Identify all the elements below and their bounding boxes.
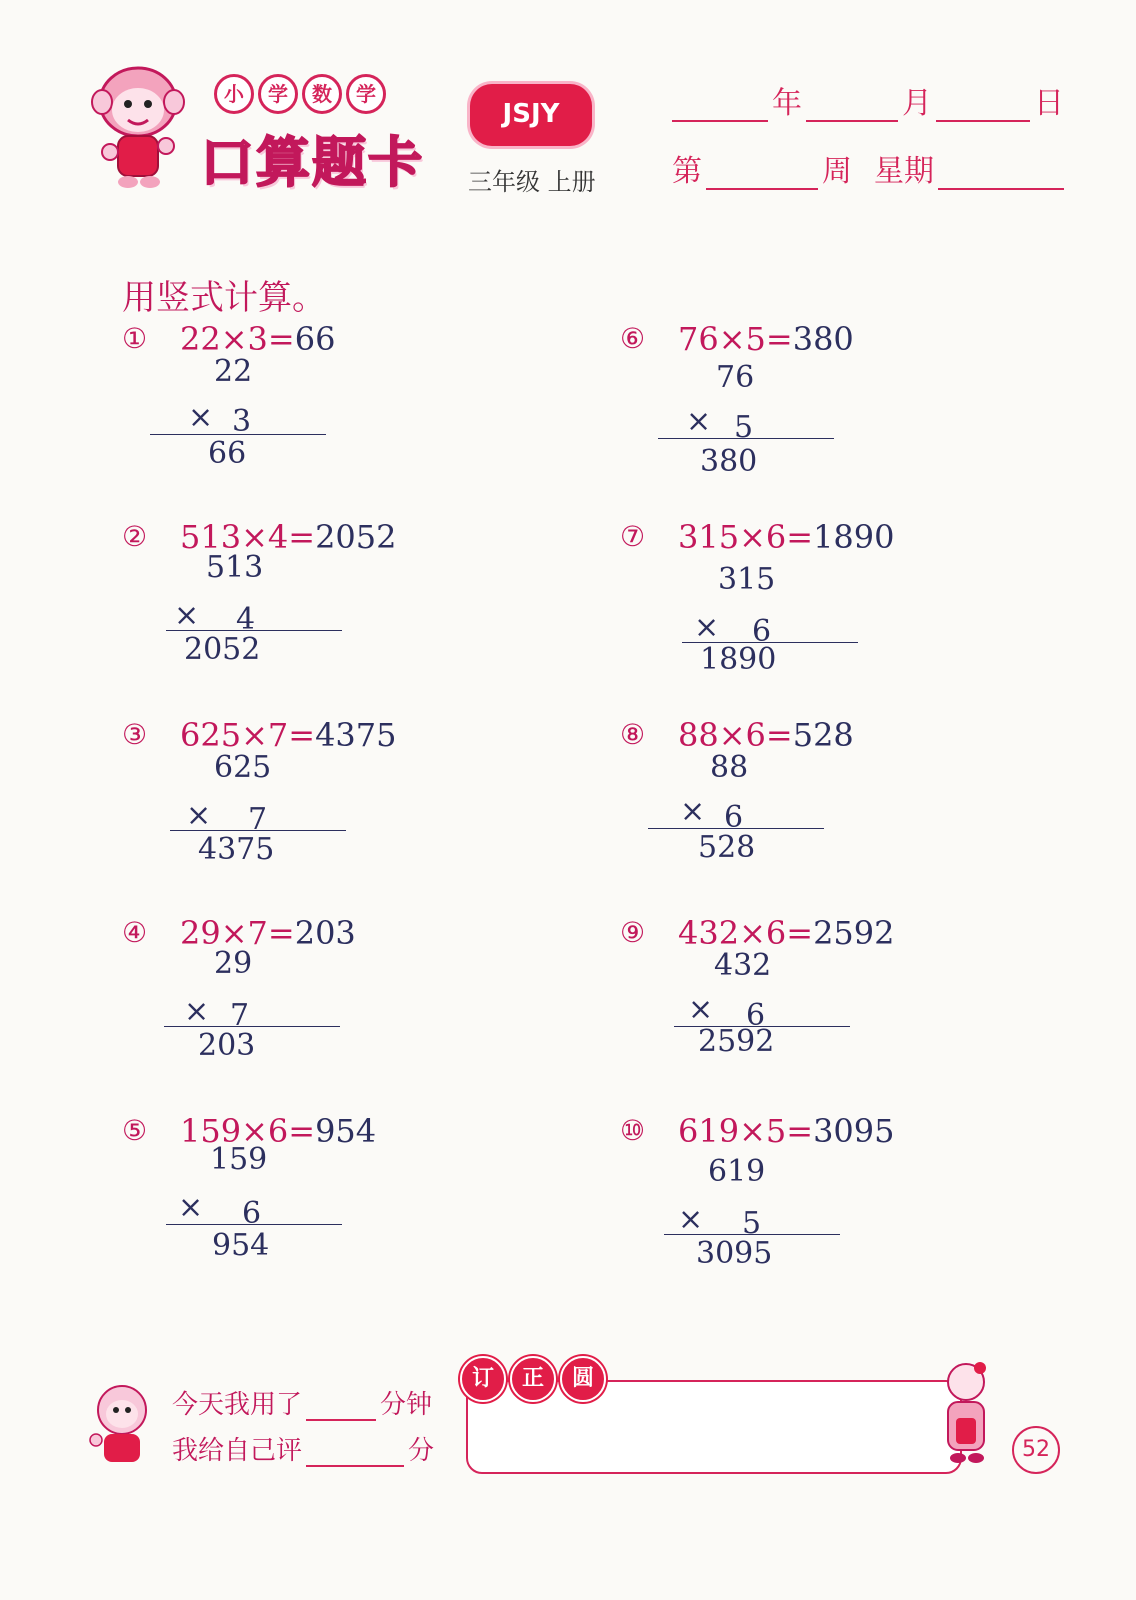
vertical-product: 2052 bbox=[184, 632, 261, 667]
vertical-times-sign: × bbox=[694, 610, 720, 645]
score-blank[interactable] bbox=[306, 1435, 404, 1467]
vertical-rule bbox=[664, 1234, 840, 1235]
problem-1 bbox=[122, 322, 482, 512]
factor-b: 6 bbox=[745, 716, 766, 754]
answer: 528 bbox=[792, 716, 854, 754]
factor-a: 22 bbox=[180, 320, 221, 358]
factor-b: 5 bbox=[745, 320, 766, 358]
equals-sign: = bbox=[765, 320, 793, 358]
vertical-times-sign: × bbox=[174, 598, 200, 633]
factor-a: 432 bbox=[678, 914, 740, 952]
factor-a: 625 bbox=[180, 716, 242, 754]
brand-char: 学 bbox=[258, 74, 298, 114]
problem-8 bbox=[620, 718, 980, 908]
brand-char: 小 bbox=[214, 74, 254, 114]
year-blank[interactable] bbox=[672, 90, 768, 122]
factor-a: 29 bbox=[180, 914, 221, 952]
equation bbox=[678, 914, 895, 952]
equals-sign: = bbox=[786, 518, 814, 556]
times-sign: × bbox=[739, 914, 766, 952]
times-sign: × bbox=[241, 1112, 268, 1150]
brand-subtitle bbox=[214, 74, 386, 114]
weekday-blank[interactable] bbox=[938, 158, 1064, 190]
week-label: 周 bbox=[822, 154, 852, 189]
vertical-multiplicand: 619 bbox=[708, 1154, 766, 1189]
vertical-multiplier: 7 bbox=[230, 998, 250, 1033]
vertical-multiplicand: 625 bbox=[214, 750, 272, 785]
vertical-multiplier: 5 bbox=[742, 1206, 762, 1241]
vertical-product: 380 bbox=[700, 444, 758, 479]
correction-char: 订 bbox=[460, 1356, 506, 1402]
vertical-multiplier: 3 bbox=[232, 404, 252, 439]
vertical-times-sign: × bbox=[686, 404, 712, 439]
vertical-multiplicand: 88 bbox=[710, 750, 749, 785]
day-blank[interactable] bbox=[936, 90, 1030, 122]
problem-number: ⑦ bbox=[620, 520, 646, 553]
problem-7 bbox=[620, 520, 980, 710]
equation bbox=[678, 518, 895, 556]
brand-title: 口算题卡 bbox=[200, 131, 424, 194]
problem-number: ③ bbox=[122, 718, 148, 751]
factor-a: 76 bbox=[678, 320, 719, 358]
problem-10 bbox=[620, 1114, 980, 1304]
publisher-badge: JSJY bbox=[470, 84, 592, 146]
answer: 2592 bbox=[813, 914, 895, 952]
answer: 2052 bbox=[315, 518, 397, 556]
self-score-line bbox=[172, 1430, 434, 1467]
vertical-multiplier: 7 bbox=[248, 802, 268, 837]
vertical-rule bbox=[166, 1224, 342, 1225]
vertical-times-sign: × bbox=[688, 992, 714, 1027]
equals-sign: = bbox=[267, 320, 295, 358]
vertical-rule bbox=[150, 434, 326, 435]
answer: 4375 bbox=[315, 716, 397, 754]
vertical-times-sign: × bbox=[678, 1202, 704, 1237]
problem-number: ⑤ bbox=[122, 1114, 148, 1147]
vertical-rule bbox=[170, 830, 346, 831]
vertical-product: 4375 bbox=[198, 832, 275, 867]
equation bbox=[678, 716, 854, 754]
brand-char: 学 bbox=[346, 74, 386, 114]
problem-number: ⑧ bbox=[620, 718, 646, 751]
equals-sign: = bbox=[288, 716, 316, 754]
factor-a: 513 bbox=[180, 518, 242, 556]
answer: 3095 bbox=[813, 1112, 895, 1150]
factor-b: 7 bbox=[267, 716, 289, 754]
week-row bbox=[672, 146, 1064, 190]
vertical-multiplier: 6 bbox=[752, 614, 772, 649]
problem-4 bbox=[122, 916, 482, 1106]
grade-label: 三年级 上册 bbox=[468, 168, 596, 196]
problem-number: ⑩ bbox=[620, 1114, 646, 1147]
score-prefix: 我给自己评 bbox=[172, 1436, 303, 1466]
problem-3 bbox=[122, 718, 482, 908]
date-row bbox=[672, 78, 1068, 122]
vertical-times-sign: × bbox=[188, 400, 214, 435]
di-label: 第 bbox=[672, 154, 702, 189]
equation bbox=[678, 320, 854, 358]
factor-b: 7 bbox=[247, 914, 268, 952]
equation bbox=[678, 1112, 895, 1150]
equation bbox=[180, 914, 356, 952]
times-sign: × bbox=[220, 914, 248, 952]
factor-b: 6 bbox=[765, 518, 787, 556]
vertical-multiplicand: 159 bbox=[210, 1142, 268, 1177]
vertical-product: 954 bbox=[212, 1228, 270, 1263]
equation bbox=[180, 716, 397, 754]
equals-sign: = bbox=[765, 716, 793, 754]
vertical-times-sign: × bbox=[184, 994, 210, 1029]
monkey-mascot-icon bbox=[88, 62, 188, 192]
times-sign: × bbox=[241, 716, 268, 754]
vertical-multiplier: 4 bbox=[236, 602, 256, 637]
vertical-rule bbox=[166, 630, 342, 631]
correction-label bbox=[460, 1356, 606, 1402]
vertical-product: 3095 bbox=[696, 1236, 773, 1271]
factor-a: 88 bbox=[678, 716, 719, 754]
vertical-product: 1890 bbox=[700, 642, 777, 677]
times-sign: × bbox=[739, 518, 766, 556]
times-sign: × bbox=[718, 320, 746, 358]
factor-a: 159 bbox=[180, 1112, 242, 1150]
factor-a: 315 bbox=[678, 518, 740, 556]
problem-6 bbox=[620, 322, 980, 512]
vertical-product: 203 bbox=[198, 1028, 256, 1063]
vertical-times-sign: × bbox=[186, 798, 212, 833]
time-spent-line bbox=[172, 1384, 432, 1421]
times-sign: × bbox=[220, 320, 248, 358]
score-suffix: 分 bbox=[408, 1436, 435, 1466]
vertical-multiplicand: 22 bbox=[214, 354, 253, 389]
problem-number: ⑨ bbox=[620, 916, 646, 949]
problem-number: ④ bbox=[122, 916, 148, 949]
year-label: 年 bbox=[772, 86, 802, 121]
vertical-product: 66 bbox=[208, 436, 247, 471]
month-label: 月 bbox=[902, 86, 932, 121]
vertical-rule bbox=[164, 1026, 340, 1027]
vertical-product: 2592 bbox=[698, 1024, 775, 1059]
time-suffix: 分钟 bbox=[380, 1390, 433, 1420]
answer: 1890 bbox=[813, 518, 895, 556]
factor-b: 6 bbox=[765, 914, 787, 952]
problem-number: ⑥ bbox=[620, 322, 646, 355]
times-sign: × bbox=[739, 1112, 766, 1150]
vertical-multiplicand: 29 bbox=[214, 946, 253, 981]
time-prefix: 今天我用了 bbox=[172, 1390, 303, 1420]
vertical-multiplicand: 315 bbox=[718, 562, 776, 597]
vertical-multiplicand: 76 bbox=[716, 360, 755, 395]
factor-b: 5 bbox=[765, 1112, 787, 1150]
answer: 203 bbox=[294, 914, 356, 952]
vertical-multiplier: 6 bbox=[746, 998, 766, 1033]
answer: 380 bbox=[792, 320, 854, 358]
vertical-times-sign: × bbox=[680, 794, 706, 829]
vertical-rule bbox=[648, 828, 824, 829]
problem-5 bbox=[122, 1114, 482, 1304]
problem-number: ② bbox=[122, 520, 148, 553]
equals-sign: = bbox=[786, 914, 814, 952]
answer: 66 bbox=[294, 320, 336, 358]
equals-sign: = bbox=[288, 518, 316, 556]
problem-9 bbox=[620, 916, 980, 1106]
month-blank[interactable] bbox=[806, 90, 898, 122]
factor-a: 619 bbox=[678, 1112, 740, 1150]
correction-char: 正 bbox=[510, 1356, 556, 1402]
cartoon-grandpa-icon bbox=[932, 1358, 1002, 1468]
factor-b: 3 bbox=[247, 320, 268, 358]
vertical-multiplicand: 513 bbox=[206, 550, 264, 585]
week-blank[interactable] bbox=[706, 158, 818, 190]
times-sign: × bbox=[718, 716, 746, 754]
problem-2 bbox=[122, 520, 482, 710]
brand-char: 数 bbox=[302, 74, 342, 114]
equals-sign: = bbox=[288, 1112, 316, 1150]
page-number: 52 bbox=[1012, 1426, 1060, 1474]
correction-char: 圆 bbox=[560, 1356, 606, 1402]
vertical-times-sign: × bbox=[178, 1190, 204, 1225]
vertical-product: 528 bbox=[698, 830, 756, 865]
equals-sign: = bbox=[267, 914, 295, 952]
vertical-rule bbox=[658, 438, 834, 439]
times-sign: × bbox=[241, 518, 268, 556]
time-blank[interactable] bbox=[306, 1389, 376, 1421]
equation bbox=[180, 320, 335, 358]
vertical-multiplier: 6 bbox=[724, 800, 744, 835]
day-label: 日 bbox=[1034, 86, 1064, 121]
vertical-multiplier: 5 bbox=[734, 410, 754, 445]
cartoon-child-icon bbox=[88, 1380, 158, 1470]
vertical-multiplier: 6 bbox=[242, 1196, 262, 1231]
answer: 954 bbox=[315, 1112, 377, 1150]
instruction-heading: 用竖式计算。 bbox=[122, 278, 326, 318]
factor-b: 6 bbox=[267, 1112, 289, 1150]
vertical-multiplicand: 432 bbox=[714, 948, 772, 983]
factor-b: 4 bbox=[267, 518, 289, 556]
problem-number: ① bbox=[122, 322, 148, 355]
weekday-label: 星期 bbox=[874, 154, 934, 189]
equals-sign: = bbox=[786, 1112, 814, 1150]
